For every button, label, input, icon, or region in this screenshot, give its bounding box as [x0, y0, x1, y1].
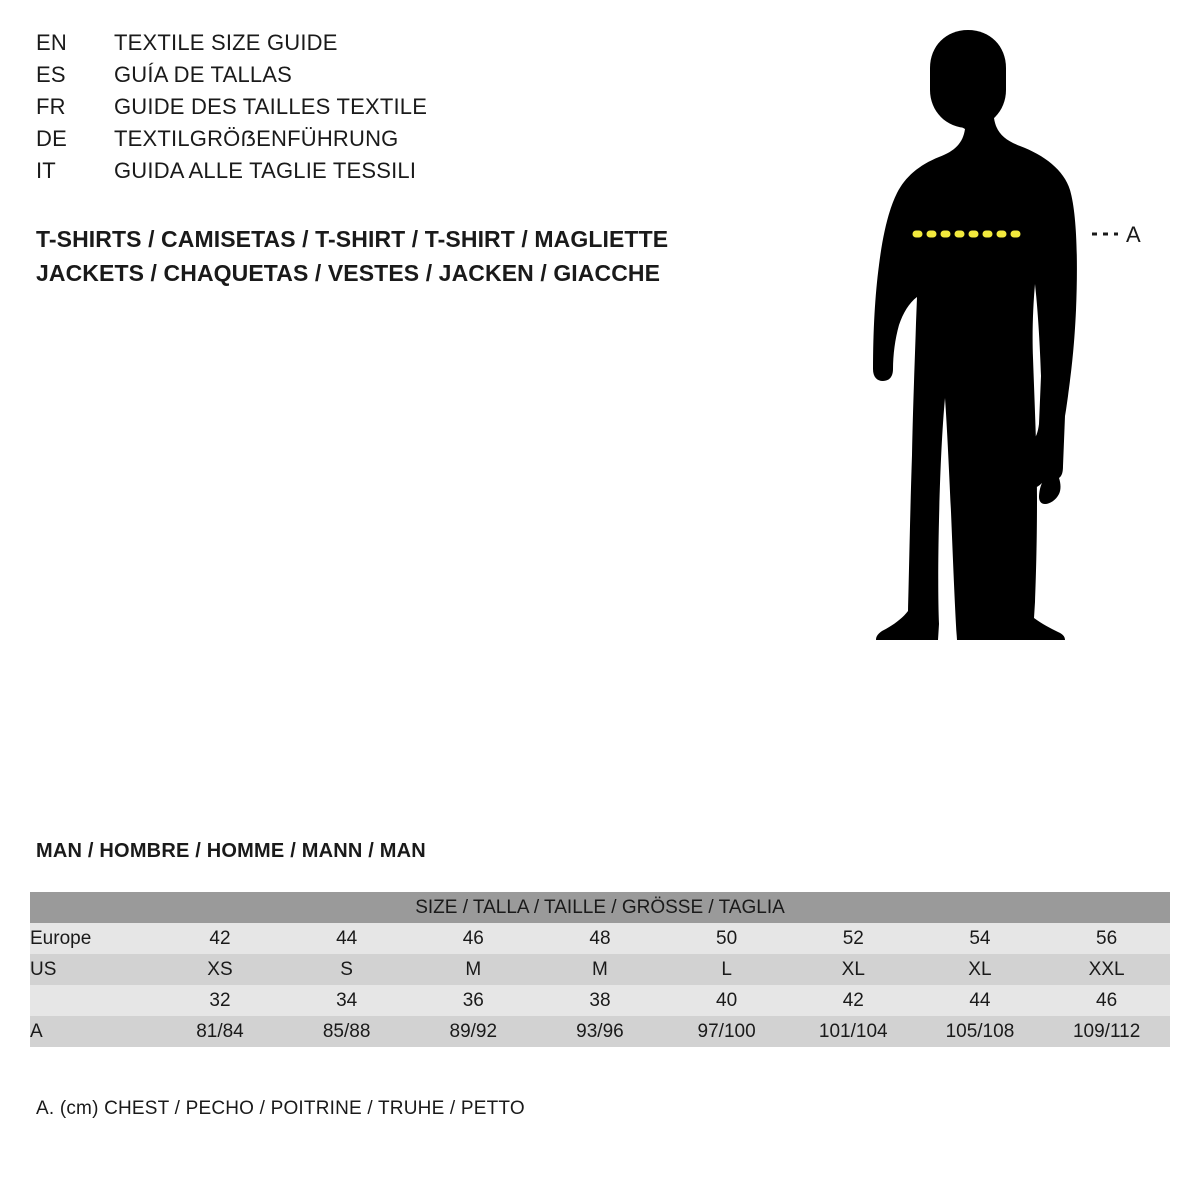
cell: S: [283, 954, 410, 985]
language-title: GUIDE DES TAILLES TEXTILE: [114, 94, 428, 119]
category-jackets: JACKETS / CHAQUETAS / VESTES / JACKEN / GIACCHE: [36, 260, 661, 286]
garment-categories: [36, 222, 796, 290]
row-label: US: [30, 954, 157, 985]
language-title: TEXTILE SIZE GUIDE: [114, 30, 338, 55]
language-row: [36, 126, 736, 158]
row-label: Europe: [30, 923, 157, 954]
category-tshirts: T-SHIRTS / CAMISETAS / T-SHIRT / T-SHIRT / MAGLIETTE: [36, 226, 669, 252]
language-title: GUIDA ALLE TAGLIE TESSILI: [114, 158, 417, 183]
table-row: [30, 985, 1170, 1016]
table-row: [30, 954, 1170, 985]
language-row: [36, 30, 736, 62]
cell: 46: [1043, 985, 1170, 1016]
language-code: DE: [36, 126, 67, 151]
cell: 93/96: [537, 1016, 664, 1047]
cell: XL: [790, 954, 917, 985]
cell: 54: [917, 923, 1044, 954]
language-code: ES: [36, 62, 66, 87]
language-title: GUÍA DE TALLAS: [114, 62, 293, 87]
table-row: [30, 1016, 1170, 1047]
cell: 42: [157, 923, 284, 954]
cell: 48: [537, 923, 664, 954]
cell: 109/112: [1043, 1016, 1170, 1047]
language-row: [36, 94, 736, 126]
language-code: IT: [36, 158, 56, 183]
language-title: TEXTILGRÖẞENFÜHRUNG: [114, 126, 399, 151]
cell: XXL: [1043, 954, 1170, 985]
man-silhouette-figure: [820, 18, 1180, 778]
cell: 34: [283, 985, 410, 1016]
cell: 105/108: [917, 1016, 1044, 1047]
cell: 89/92: [410, 1016, 537, 1047]
cell: 50: [663, 923, 790, 954]
language-code: FR: [36, 94, 66, 119]
cell: M: [410, 954, 537, 985]
cell: XL: [917, 954, 1044, 985]
size-table-wrap: [30, 892, 1170, 1047]
size-table: [30, 892, 1170, 1047]
cell: 44: [283, 923, 410, 954]
language-code: EN: [36, 30, 67, 55]
language-row: [36, 62, 736, 94]
table-header-label: SIZE / TALLA / TAILLE / GRÖSSE / TAGLIA: [30, 892, 1170, 923]
cell: XS: [157, 954, 284, 985]
cell: 32: [157, 985, 284, 1016]
cell: 42: [790, 985, 917, 1016]
cell: 81/84: [157, 1016, 284, 1047]
chest-measure-label: A: [1126, 222, 1141, 247]
cell: M: [537, 954, 664, 985]
language-title-list: [36, 30, 736, 190]
table-row: [30, 923, 1170, 954]
silhouette-shape: [873, 30, 1077, 640]
cell: 38: [537, 985, 664, 1016]
cell: 101/104: [790, 1016, 917, 1047]
section-label-man: MAN / HOMBRE / HOMME / MANN / MAN: [36, 840, 426, 862]
footnote-chest: A. (cm) CHEST / PECHO / POITRINE / TRUHE / PETTO: [36, 1098, 525, 1119]
cell: 40: [663, 985, 790, 1016]
cell: 56: [1043, 923, 1170, 954]
cell: 85/88: [283, 1016, 410, 1047]
cell: 52: [790, 923, 917, 954]
cell: 44: [917, 985, 1044, 1016]
cell: 97/100: [663, 1016, 790, 1047]
cell: 36: [410, 985, 537, 1016]
cell: L: [663, 954, 790, 985]
row-label: A: [30, 1016, 157, 1047]
language-row: [36, 158, 736, 190]
cell: 46: [410, 923, 537, 954]
table-header-row: [30, 892, 1170, 923]
row-label: [30, 985, 157, 1016]
